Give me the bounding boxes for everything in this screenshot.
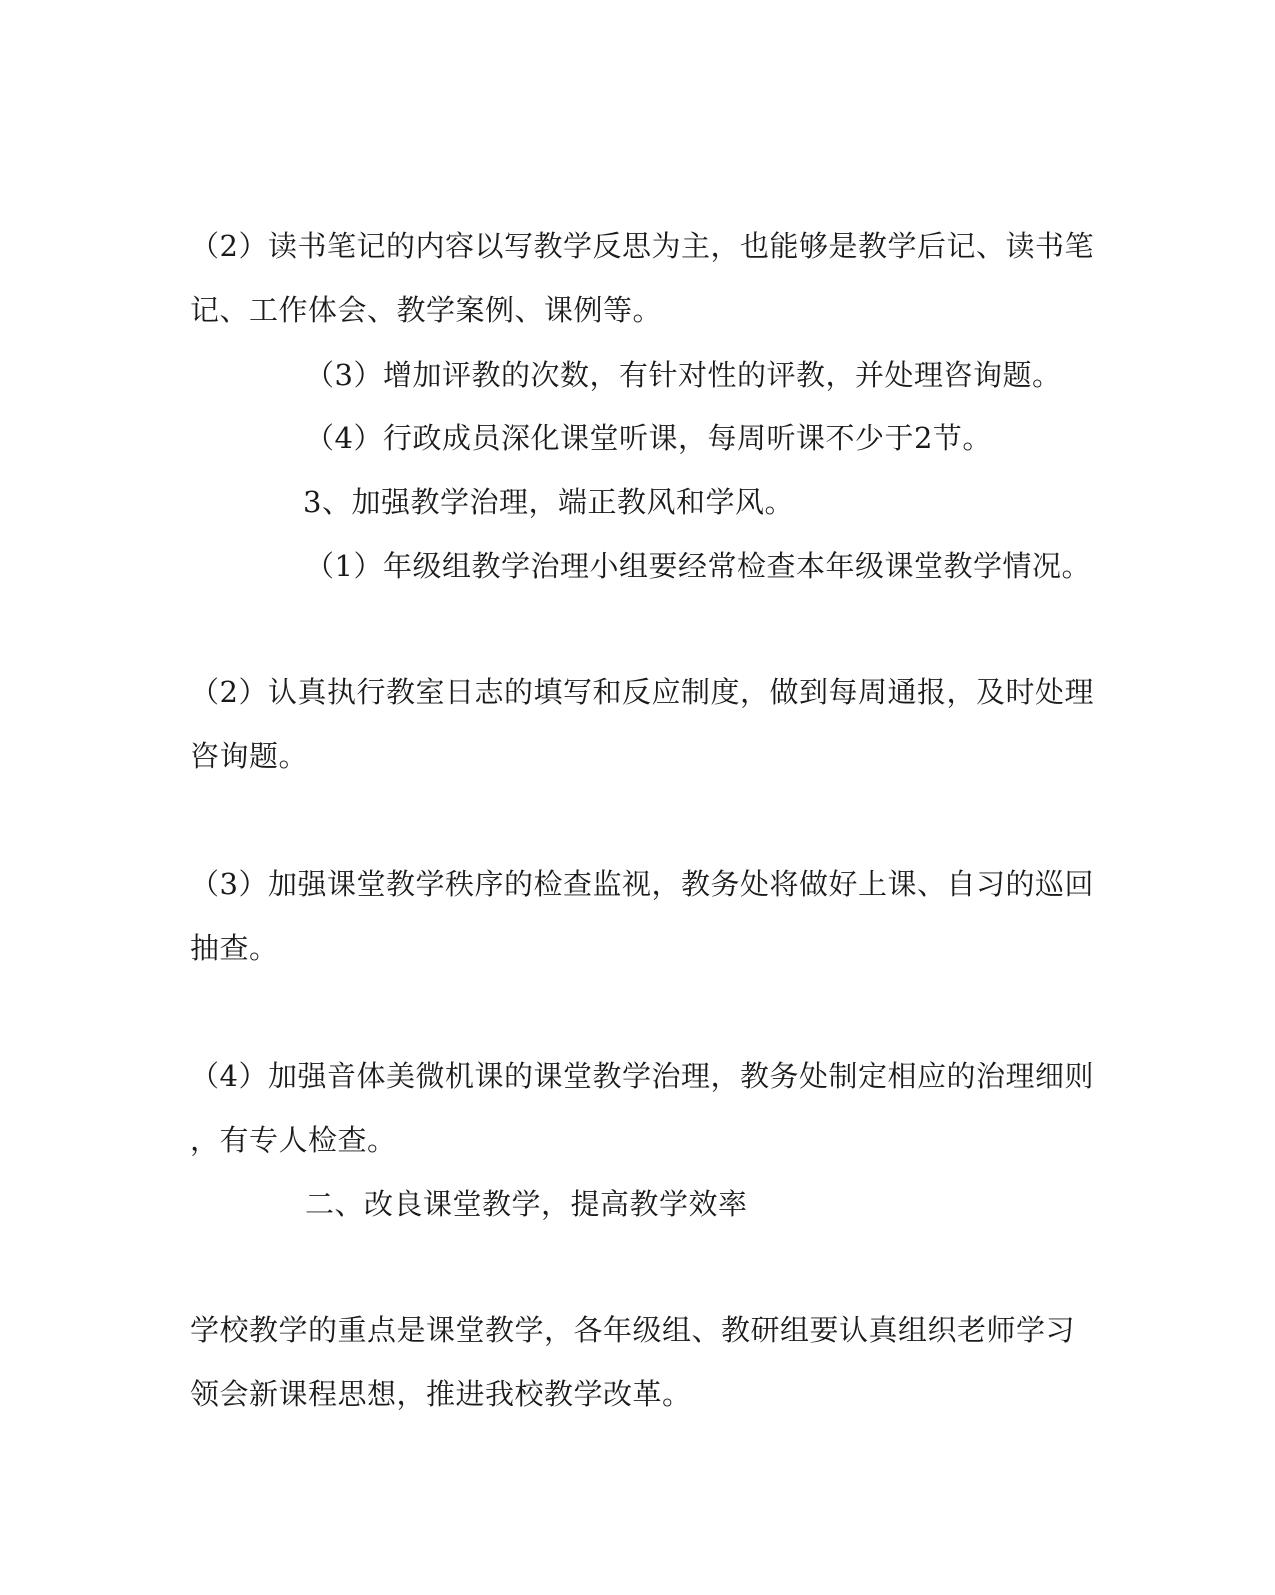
paragraph-line: 领会新课程思想，推进我校教学改革。 [190,1377,692,1411]
paragraph-line: （4）行政成员深化课堂听课，每周听课不少于2节。 [305,421,992,455]
paragraph-line: （2）认真执行教室日志的填写和反应制度，做到每周通报，及时处理 [190,675,1094,709]
paragraph-line: （3）加强课堂教学秩序的检查监视，教务处将做好上课、自习的巡回 [190,867,1094,901]
paragraph-line: （4）加强音体美微机课的课堂教学治理，教务处制定相应的治理细则 [190,1059,1094,1093]
paragraph-line: （3）增加评教的次数，有针对性的评教，并处理咨询题。 [305,358,1062,392]
paragraph-line: 咨询题。 [190,739,309,773]
section-heading: 二、改良课堂教学，提高教学效率 [305,1187,748,1221]
paragraph-line: 抽查。 [190,931,279,965]
paragraph-line: （1）年级组教学治理小组要经常检查本年级课堂教学情况。 [305,549,1091,583]
paragraph-line: 学校教学的重点是课堂教学，各年级组、教研组要认真组织老师学习 [190,1313,1076,1347]
section-subheading: 3、加强教学治理，端正教风和学风。 [303,485,794,519]
paragraph-line: （2）读书笔记的内容以写教学反思为主，也能够是教学后记、读书笔 [190,229,1094,263]
paragraph-line: ，有专人检查。 [190,1123,397,1157]
paragraph-line: 记、工作体会、教学案例、课例等。 [190,293,663,327]
